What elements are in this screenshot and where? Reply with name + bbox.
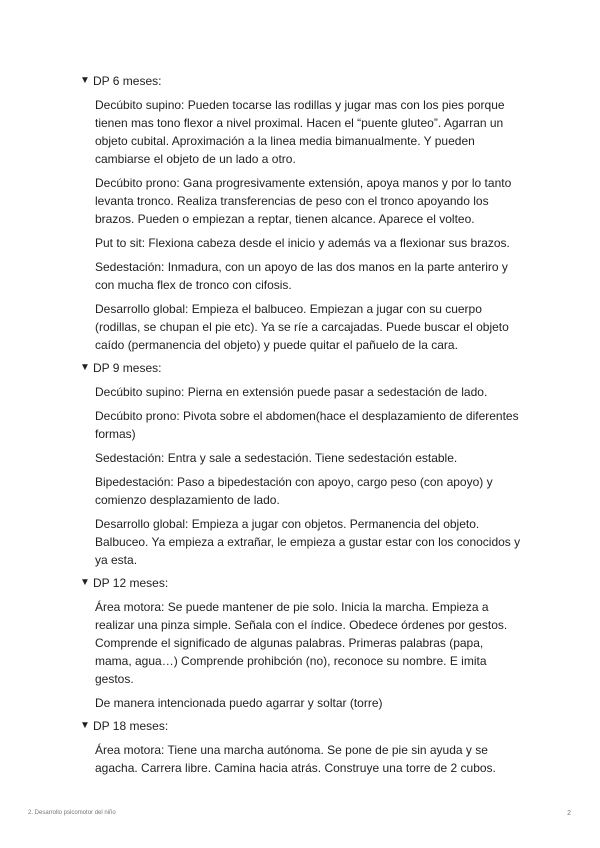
section-dp-18-meses [80, 718, 530, 777]
paragraph: Put to sit: Flexiona cabeza desde el inicio y además va a flexionar sus brazos. [95, 236, 510, 250]
paragraph: Área motora: Se puede mantener de pie solo. Inicia la marcha. Empieza a realizar una pinza simple. Señala con el índice. Obedece órdenes por gestos. Comprende el significado de algunas palabras. Primeras palabras (papa, mama, agua…) Comprende prohibción (no), reconoce su nombre. E imita gestos. [95, 600, 508, 686]
paragraph: Sedestación: Inmadura, con un apoyo de las dos manos en la parte anteriro y con mucha flex de tronco con cifosis. [95, 260, 508, 292]
paragraph: Desarrollo global: Empieza el balbuceo. Empiezan a jugar con su cuerpo (rodillas, se chupan el pie etc). Ya se ríe a carcajadas. Puede buscar el objeto caído (permanencia del objeto) y puede quitar el pañuelo de la cara. [95, 302, 509, 352]
paragraph: Área motora: Tiene una marcha autónoma. Se pone de pie sin ayuda y se agacha. Carrera libre. Camina hacia atrás. Construye una torre de 2 cubos. [95, 743, 496, 775]
section-dp-12-meses [80, 575, 530, 712]
document-content [80, 73, 530, 783]
footer-document-title: 2. Desarrollo psicomotor del niño [28, 810, 116, 816]
paragraph: Decúbito supino: Pueden tocarse las rodillas y jugar mas con los pies porque tienen mas tono flexor a nivel proximal. Hacen el “puente gluteo”. Agarran un objeto cubital. Aproximación a la linea media bimanualmente. Y pueden cambiarse el objeto de un lado a otro. [95, 98, 505, 166]
paragraph: Decúbito prono: Gana progresivamente extensión, apoya manos y por lo tanto levanta tronco. Realiza transferencias de peso con el tronco apoyando los brazos. Pueden o empiezan a reptar, tienen alcance. Aparece el volteo. [95, 176, 512, 226]
section-toggle-header[interactable] [80, 718, 530, 734]
collapse-triangle-icon[interactable]: ▼ [80, 75, 90, 86]
collapse-triangle-icon[interactable]: ▼ [80, 720, 90, 731]
paragraph: Sedestación: Entra y sale a sedestación. Tiene sedestación estable. [95, 451, 458, 465]
section-dp-6-meses [80, 73, 530, 354]
paragraph: Decúbito prono: Pivota sobre el abdomen(hace el desplazamiento de diferentes formas) [95, 409, 519, 441]
footer-page-number: 2 [567, 810, 571, 817]
paragraph: Desarrollo global: Empieza a jugar con objetos. Permanencia del objeto. Balbuceo. Ya empieza a extrañar, le empieza a gustar estar con los conocidos y ya esta. [95, 517, 521, 567]
paragraph: Decúbito supino: Pierna en extensión puede pasar a sedestación de lado. [95, 385, 488, 399]
section-toggle-header[interactable] [80, 73, 530, 89]
collapse-triangle-icon[interactable]: ▼ [80, 362, 90, 373]
paragraph: De manera intencionada puedo agarrar y soltar (torre) [95, 696, 383, 710]
section-title: DP 9 meses: [93, 361, 162, 375]
collapse-triangle-icon[interactable]: ▼ [80, 577, 90, 588]
section-title: DP 18 meses: [93, 719, 169, 733]
section-toggle-header[interactable] [80, 575, 530, 591]
section-toggle-header[interactable] [80, 360, 530, 376]
section-title: DP 12 meses: [93, 576, 169, 590]
section-title: DP 6 meses: [93, 74, 162, 88]
paragraph: Bipedestación: Paso a bipedestación con apoyo, cargo peso (con apoyo) y comienzo desplazamiento de lado. [95, 475, 493, 507]
section-dp-9-meses [80, 360, 530, 569]
